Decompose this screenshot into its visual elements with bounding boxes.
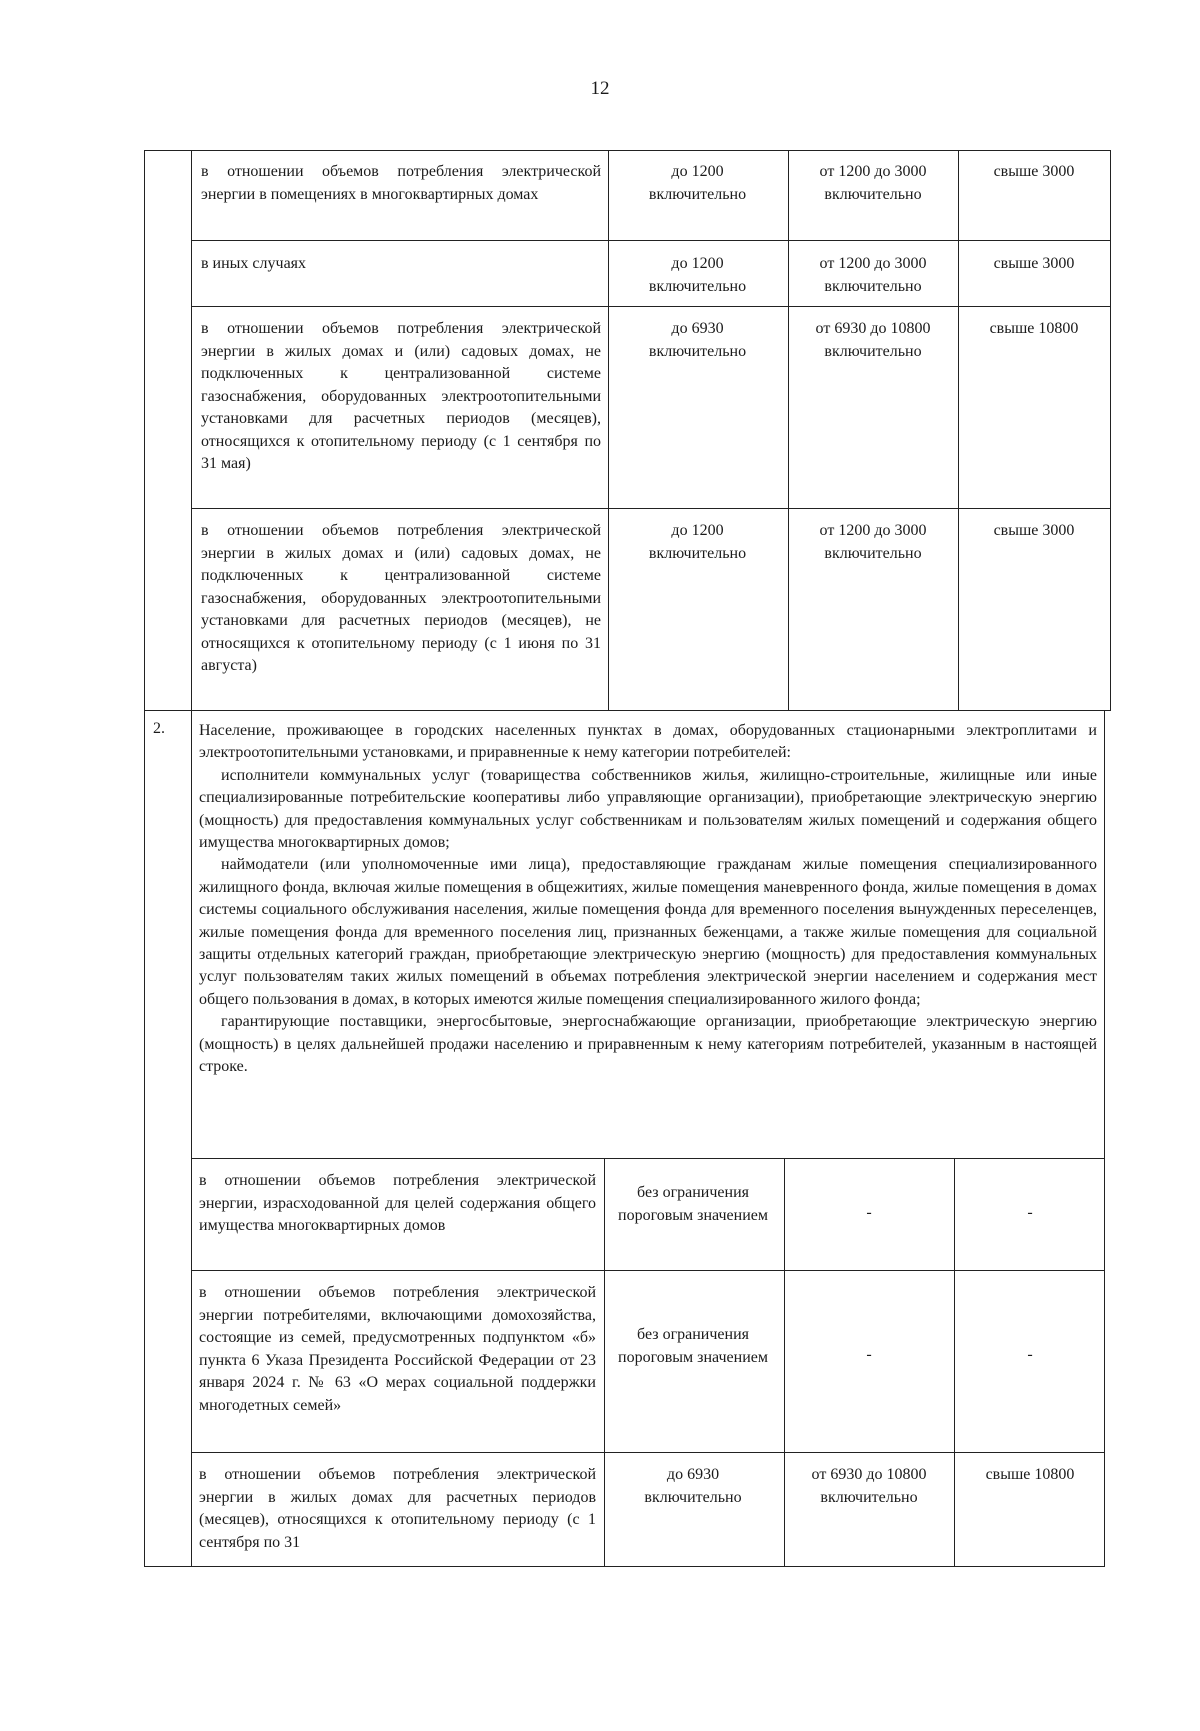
category-description [199, 720, 1097, 1079]
table-border [144, 150, 145, 710]
table-border [1104, 710, 1105, 1566]
threshold-low: до 1200 включительно [648, 522, 747, 562]
table-border [191, 1158, 1104, 1159]
threshold-high: свыше 3000 [993, 163, 1075, 180]
table-border [788, 150, 789, 710]
table-border [191, 1270, 1104, 1271]
row-description: в иных случаях [201, 255, 307, 272]
category-paragraph: наймодатели (или уполномоченные ими лица), предоставляющие гражданам жилые помещения специализированного жилищного фонда, включая жилые помещения в общежитиях, жилые помещения маневренного фонда, жилые помещения в домах системы социального обслуживания населения, жилые помещения фонда для временного поселения вынужденных переселенцев, жилые помещения фонда для временного поселения лиц, признанных беженцами, а также жилые помещения для социальной защиты отдельных категорий граждан, приобретающие электрическую энергию (мощность) для предоставления коммунальных услуг пользователям таких жилых помещений в объемах потребления электрической энергии населением и содержания мест общего пользования в домах, в которых имеются жилые помещения специализированного жилого фонда; [199, 856, 1097, 1008]
row-number: 2. [153, 720, 165, 737]
table-border [144, 150, 1111, 151]
table-border [191, 306, 1111, 307]
threshold-mid: от 1200 до 3000 включительно [819, 255, 927, 295]
row-description: в отношении объемов потребления электрической энергии, израсходованной для целей содержания общего имущества многоквартирных домов [199, 1172, 596, 1234]
table-border [784, 1158, 785, 1566]
threshold-mid: от 6930 до 10800 включительно [811, 1466, 927, 1506]
row-description: в отношении объемов потребления электрической энергии в жилых домах и (или) садовых домах, не подключенных к централизованной системе газоснабжения, оборудованных электроотопительными установками для расчетных периодов (месяцев), не относящихся к отопительному периоду (с 1 июня по 31 августа) [201, 522, 601, 674]
threshold-low: без ограничения пороговым значением [618, 1326, 768, 1366]
table-border [604, 1158, 605, 1566]
row-description: в отношении объемов потребления электрической энергии в жилых домах и (или) садовых домах, не подключенных к централизованной системе газоснабжения, оборудованных электроотопительными установками для расчетных периодов (месяцев), относящихся к отопительному периоду (с 1 сентября по 31 мая) [201, 320, 601, 472]
table-border [191, 240, 1111, 241]
category-paragraph: исполнители коммунальных услуг (товарищества собственников жилья, жилищно-строительные, жилищные или иные специализированные потребительские кооперативы либо управляющие организации), приобретающие электрическую энергию (мощность) для предоставления коммунальных услуг собственникам и пользователям жилых помещений и содержания общего имущества многоквартирных домов; [199, 766, 1097, 852]
threshold-low: до 6930 включительно [648, 320, 747, 360]
threshold-mid: от 6930 до 10800 включительно [815, 320, 931, 360]
table-border [954, 1158, 955, 1566]
table-border [191, 150, 192, 710]
threshold-high: - [1027, 1204, 1033, 1221]
row-description: в отношении объемов потребления электрической энергии в жилых домах для расчетных периодов (месяцев), относящихся к отопительному периоду (с 1 сентября по 31 [199, 1466, 596, 1551]
table-border [144, 710, 1111, 711]
threshold-high: - [1027, 1346, 1033, 1363]
table-border [144, 1566, 1105, 1567]
threshold-low: до 6930 включительно [644, 1466, 742, 1506]
table-border [608, 150, 609, 710]
row-description: в отношении объемов потребления электрической энергии потребителями, включающими домохозяйства, состоящие из семей, предусмотренных подпунктом «б» пункта 6 Указа Президента Российской Федерации от 23 января 2024 г. № 63 «О мерах социальной поддержки многодетных семей» [199, 1284, 596, 1414]
table-border [144, 710, 145, 1566]
threshold-mid: - [866, 1346, 872, 1363]
table-border [1110, 150, 1111, 710]
threshold-high: свыше 3000 [993, 522, 1075, 539]
threshold-high: свыше 10800 [985, 1466, 1075, 1483]
threshold-high: свыше 3000 [993, 255, 1075, 272]
page-number: 12 [590, 78, 610, 99]
table-border [191, 508, 1111, 509]
table-border [191, 710, 192, 1566]
threshold-high: свыше 10800 [989, 320, 1079, 337]
threshold-mid: от 1200 до 3000 включительно [819, 163, 927, 203]
threshold-mid: от 1200 до 3000 включительно [819, 522, 927, 562]
threshold-low: до 1200 включительно [648, 163, 747, 203]
threshold-low: без ограничения пороговым значением [618, 1184, 768, 1224]
row-description: в отношении объемов потребления электрической энергии в помещениях в многоквартирных домах [201, 163, 601, 203]
table-border [958, 150, 959, 710]
category-heading: Население, проживающее в городских населенных пунктах в домах, оборудованных стационарными электроплитами и электроотопительными установками, и приравненные к нему категории потребителей: [199, 722, 1097, 762]
threshold-low: до 1200 включительно [648, 255, 747, 295]
threshold-mid: - [866, 1204, 872, 1221]
category-paragraph: гарантирующие поставщики, энергосбытовые, энергоснабжающие организации, приобретающие электрическую энергию (мощность) в целях дальнейшей продажи населению и приравненным к нему категориям потребителей, указанным в настоящей строке. [199, 1013, 1097, 1076]
table-border [191, 1452, 1104, 1453]
